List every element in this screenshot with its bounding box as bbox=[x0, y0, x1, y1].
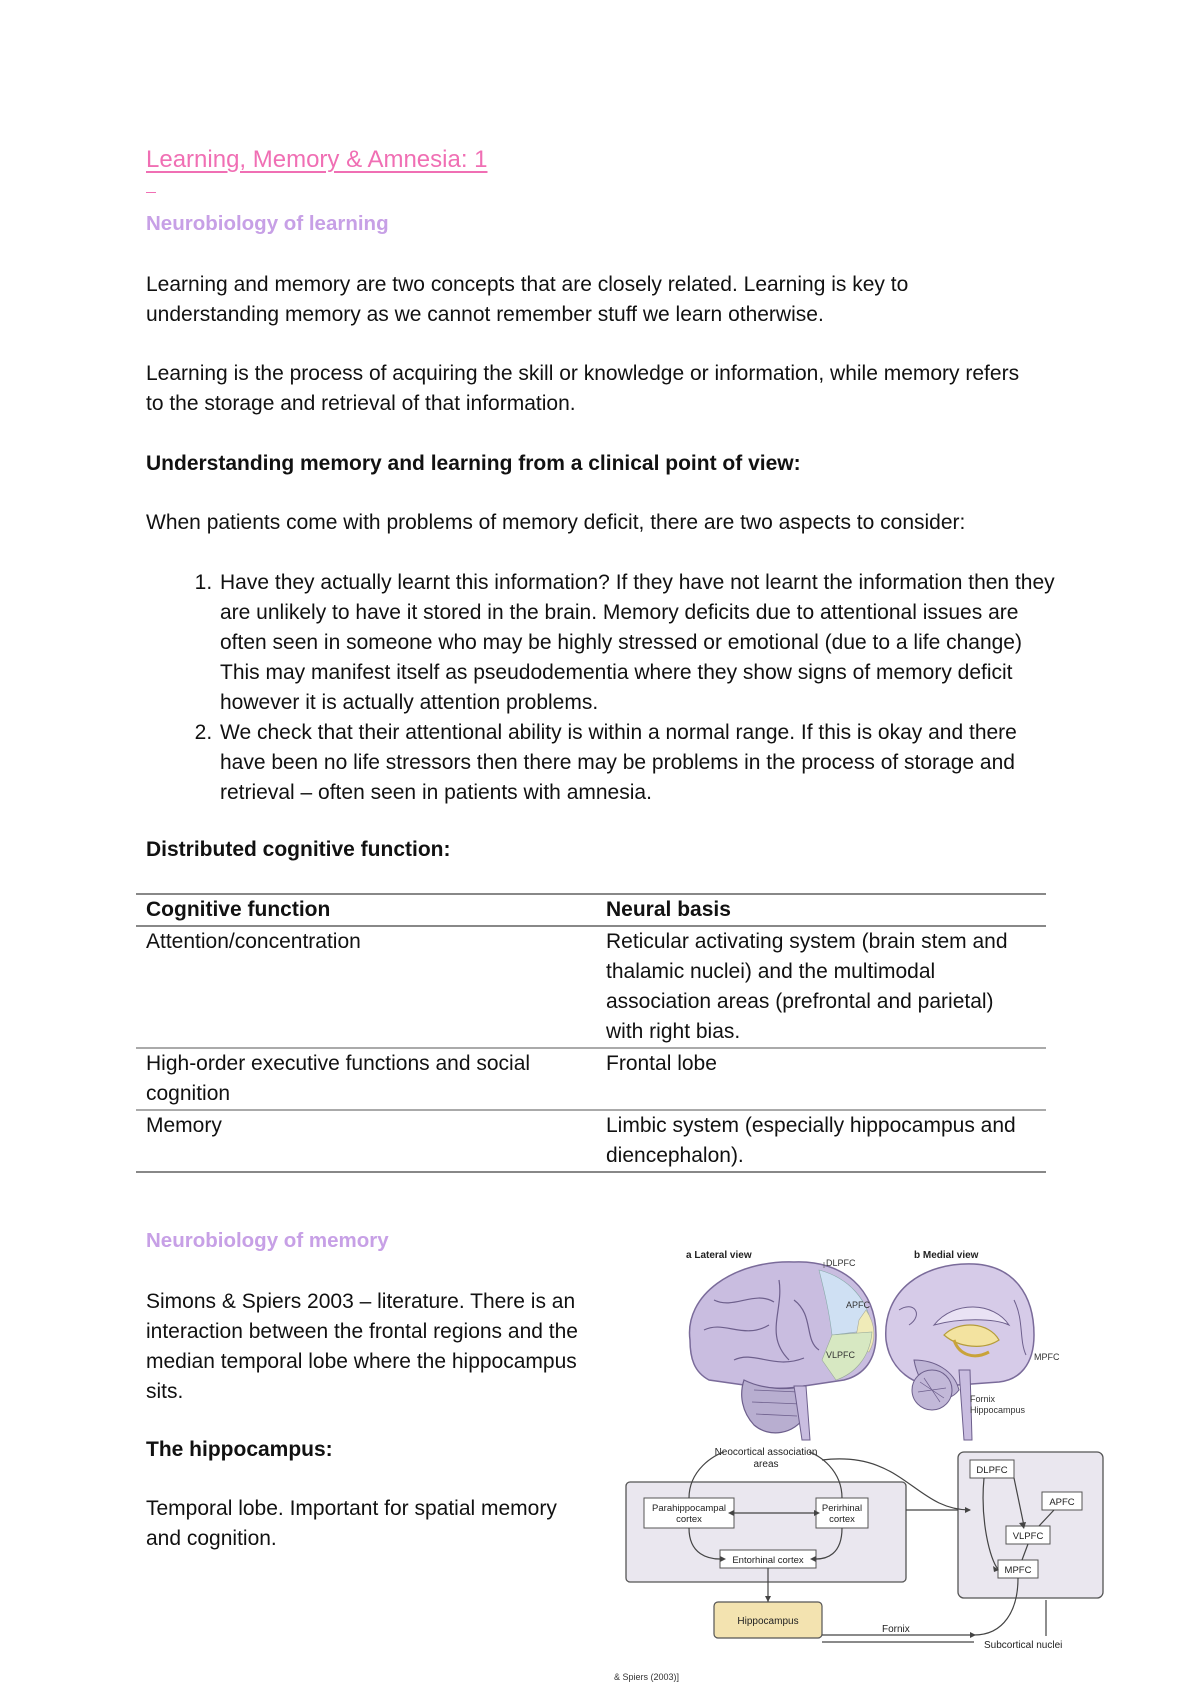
table-header-row bbox=[136, 894, 1046, 926]
dlpfc-diagram-label: DLPFC bbox=[976, 1465, 1008, 1476]
vlpfc-diagram-label: VLPFC bbox=[1012, 1531, 1044, 1542]
perirhinal-label-line2: cortex bbox=[829, 1514, 855, 1525]
table-row bbox=[136, 926, 1046, 1048]
label-dlpfc: DLPFC bbox=[826, 1258, 856, 1268]
label-apfc: APFC bbox=[846, 1300, 871, 1310]
aspects-list bbox=[146, 568, 1058, 808]
table-cell: Limbic system (especially hippocampus and diencephalon). bbox=[596, 1110, 1046, 1172]
section-heading-learning: Neurobiology of learning bbox=[146, 212, 389, 235]
panel-b-label: b Medial view bbox=[914, 1250, 979, 1261]
brain-figure bbox=[614, 1240, 1150, 1684]
subheading-hippocampus: The hippocampus: bbox=[146, 1438, 333, 1461]
table-cell: High-order executive functions and social cognition bbox=[136, 1048, 596, 1110]
page-title: Learning, Memory & Amnesia: 1 bbox=[146, 146, 488, 173]
subheading-distributed: Distributed cognitive function: bbox=[146, 838, 451, 861]
paragraph-temporal-lobe: Temporal lobe. Important for spatial memory and cognition. bbox=[146, 1497, 557, 1550]
section-heading-memory: Neurobiology of memory bbox=[146, 1229, 389, 1252]
list-item: 2. We check that their attentional ability is within a normal range. If this is okay and there have been no life stressors then there may be problems in the process of storage and retrieval – often seen in patients with amnesia. bbox=[218, 718, 1058, 808]
parahippocampal-label-line2: cortex bbox=[676, 1514, 702, 1525]
neocortical-label-line2: areas bbox=[753, 1459, 779, 1470]
table-cell: Reticular activating system (brain stem and thalamic nuclei) and the multimodal association areas (prefrontal and parietal) with right bias. bbox=[596, 926, 1046, 1048]
table-row bbox=[136, 1048, 1046, 1110]
label-vlpfc: VLPFC bbox=[826, 1350, 856, 1360]
label-hippocampus: Hippocampus bbox=[970, 1405, 1026, 1415]
table-cell: Memory bbox=[136, 1110, 596, 1172]
label-fornix: Fornix bbox=[970, 1394, 996, 1404]
figure-caption: & Spiers (2003)] bbox=[614, 1672, 680, 1682]
connectivity-diagram bbox=[626, 1447, 1103, 1651]
cognitive-function-table bbox=[136, 893, 1046, 1173]
mpfc-diagram-label: MPFC bbox=[1004, 1565, 1032, 1576]
apfc-diagram-label: APFC bbox=[1049, 1497, 1075, 1508]
table-cell: Frontal lobe bbox=[596, 1048, 1046, 1110]
table-cell: Attention/concentration bbox=[136, 926, 596, 1048]
table-header: Cognitive function bbox=[136, 894, 596, 926]
perirhinal-label: Perirhinal bbox=[821, 1503, 863, 1514]
paragraph-intro: When patients come with problems of memory deficit, there are two aspects to consider: bbox=[146, 511, 966, 534]
entorhinal-label: Entorhinal cortex bbox=[732, 1555, 804, 1566]
list-item: 1. Have they actually learnt this information? If they have not learnt the information then they are unlikely to have it stored in the brain. Memory deficits due to attentional issues are often seen in someone who may be highly stressed or emotional (due to a life change) This may manifest itself as pseudodementia where they show signs of memory deficit however it is actually attention problems. bbox=[218, 568, 1058, 718]
cognitive-function-table-wrap bbox=[136, 893, 1046, 1173]
panel-a-label: a Lateral view bbox=[686, 1250, 752, 1261]
subcortical-label: Subcortical nuclei bbox=[984, 1640, 1063, 1651]
table-row bbox=[136, 1110, 1046, 1172]
brain-figure-svg bbox=[614, 1240, 1150, 1684]
hippocampus-diagram-label: Hippocampus bbox=[737, 1616, 799, 1627]
subheading-clinical: Understanding memory and learning from a clinical point of view: bbox=[146, 452, 801, 475]
label-mpfc: MPFC bbox=[1034, 1352, 1060, 1362]
title-underline-stub bbox=[146, 192, 156, 193]
table-header: Neural basis bbox=[596, 894, 1046, 926]
fornix-diagram-label: Fornix bbox=[882, 1624, 910, 1635]
paragraph-learning-memory: Learning and memory are two concepts that are closely related. Learning is key to understanding memory as we cannot remember stuff we learn otherwise. bbox=[146, 273, 909, 326]
parahippocampal-label: Parahippocampal bbox=[652, 1503, 726, 1514]
paragraph-learning-definition: Learning is the process of acquiring the skill or knowledge or information, while memory refers to the storage and retrieval of that information. bbox=[146, 362, 1020, 415]
neocortical-label: Neocortical association bbox=[714, 1447, 818, 1458]
paragraph-simons-spiers: Simons & Spiers 2003 – literature. There is an interaction between the frontal regions and the median temporal lobe where the hippocampus sits. bbox=[146, 1290, 578, 1403]
